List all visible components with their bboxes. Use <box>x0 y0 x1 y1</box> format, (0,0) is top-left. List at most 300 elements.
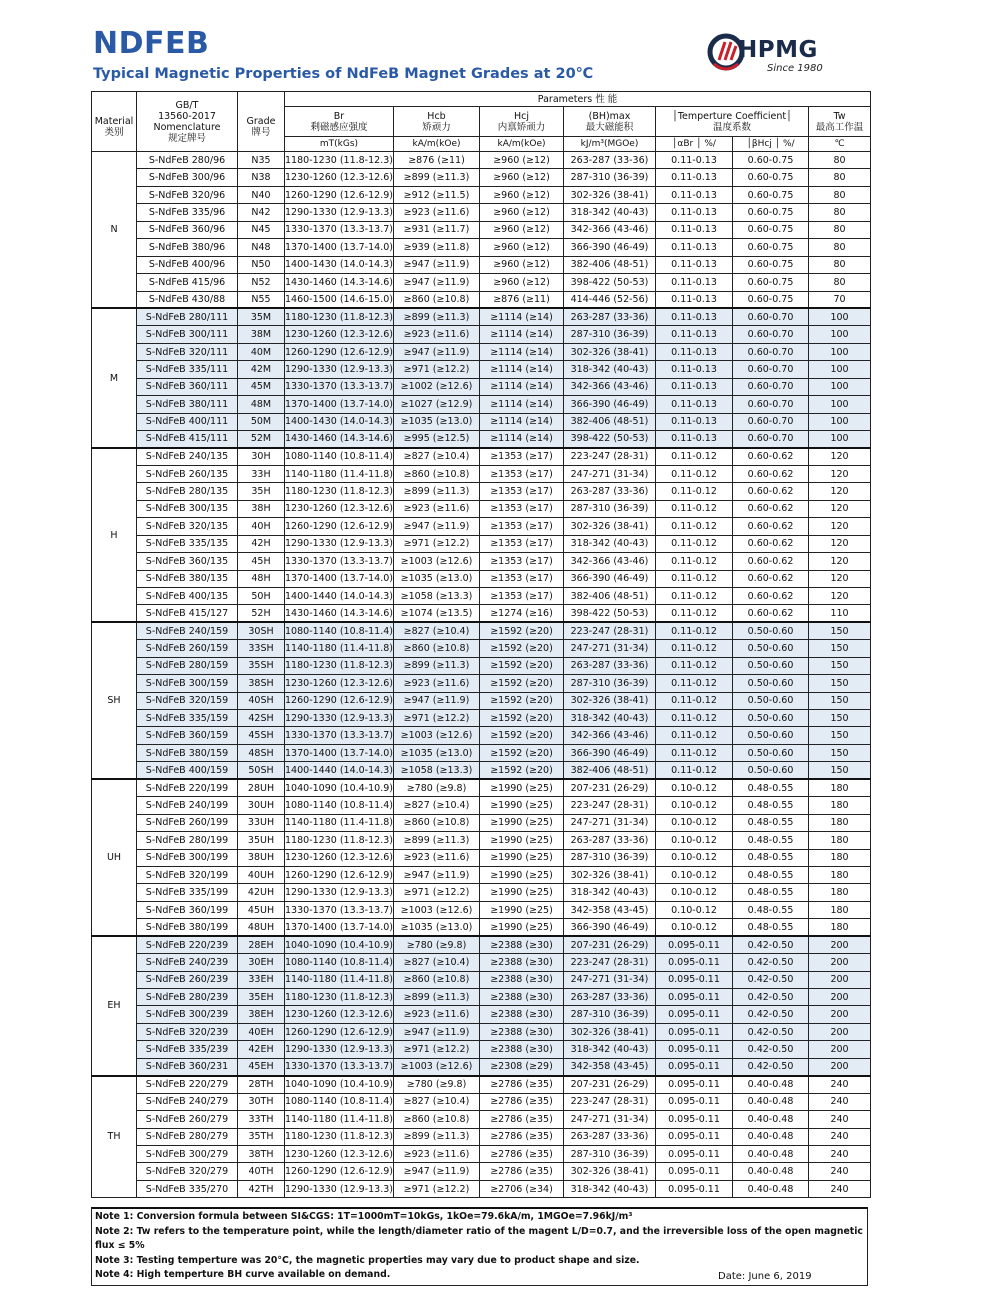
tw-cell: 100 <box>809 413 871 430</box>
abr-cell: 0.11-0.13 <box>656 152 733 169</box>
hcj-cell: ≥1990 (≥25) <box>480 797 564 814</box>
table-row <box>92 326 871 343</box>
tw-cell: 200 <box>809 1006 871 1023</box>
nomenclature-cell: S-NdFeB 335/159 <box>137 710 238 727</box>
br-cell: 1040-1090 (10.4-10.9) <box>285 936 394 953</box>
abr-cell: 0.11-0.12 <box>656 710 733 727</box>
grade-cell: 38TH <box>238 1145 285 1162</box>
br-cell: 1140-1180 (11.4-11.8) <box>285 971 394 988</box>
abr-cell: 0.11-0.12 <box>656 727 733 744</box>
bhcj-cell: 0.42-0.50 <box>733 971 809 988</box>
bhmax-cell: 382-406 (48-51) <box>564 256 656 273</box>
hcb-cell: ≥899 (≥11.3) <box>394 308 480 325</box>
bhmax-cell: 318-342 (40-43) <box>564 204 656 221</box>
hcb-cell: ≥876 (≥11) <box>394 152 480 169</box>
abr-cell: 0.11-0.13 <box>656 413 733 430</box>
table-row <box>92 256 871 273</box>
abr-cell: 0.11-0.12 <box>656 640 733 657</box>
grade-cell: 45M <box>238 378 285 395</box>
nomenclature-cell: S-NdFeB 335/111 <box>137 361 238 378</box>
page-subtitle: Typical Magnetic Properties of NdFeB Magnet Grades at 20℃ <box>93 66 594 82</box>
br-cell: 1080-1140 (10.8-11.4) <box>285 1093 394 1110</box>
bhmax-cell: 207-231 (26-29) <box>564 1076 656 1093</box>
table-row <box>92 744 871 761</box>
hcj-cell: ≥960 (≥12) <box>480 274 564 291</box>
br-cell: 1290-1330 (12.9-13.3) <box>285 204 394 221</box>
abr-cell: 0.11-0.13 <box>656 186 733 203</box>
tw-cell: 150 <box>809 657 871 674</box>
nomenclature-cell: S-NdFeB 280/239 <box>137 989 238 1006</box>
hcb-cell: ≥923 (≥11.6) <box>394 326 480 343</box>
grade-cell: 38H <box>238 500 285 517</box>
hcb-cell: ≥1035 (≥13.0) <box>394 413 480 430</box>
hcj-cell: ≥1114 (≥14) <box>480 431 564 448</box>
bhmax-cell: 318-342 (40-43) <box>564 361 656 378</box>
nomenclature-cell: S-NdFeB 260/279 <box>137 1111 238 1128</box>
table-row <box>92 204 871 221</box>
br-cell: 1260-1290 (12.6-12.9) <box>285 866 394 883</box>
tw-cell: 100 <box>809 326 871 343</box>
tw-cell: 120 <box>809 500 871 517</box>
abr-cell: 0.11-0.13 <box>656 274 733 291</box>
table-row <box>92 553 871 570</box>
bhmax-cell: 287-310 (36-39) <box>564 849 656 866</box>
tw-cell: 120 <box>809 587 871 604</box>
bhcj-cell: 0.60-0.75 <box>733 152 809 169</box>
nomenclature-cell: S-NdFeB 320/135 <box>137 518 238 535</box>
nomenclature-cell: S-NdFeB 260/135 <box>137 465 238 482</box>
bhmax-cell: 398-422 (50-53) <box>564 274 656 291</box>
grade-cell: 42EH <box>238 1041 285 1058</box>
hcj-cell: ≥1353 (≥17) <box>480 535 564 552</box>
abr-cell: 0.10-0.12 <box>656 779 733 796</box>
br-cell: 1290-1330 (12.9-13.3) <box>285 1041 394 1058</box>
bhcj-cell: 0.42-0.50 <box>733 1006 809 1023</box>
bhmax-cell: 263-287 (33-36) <box>564 152 656 169</box>
bhmax-cell: 302-326 (38-41) <box>564 186 656 203</box>
br-cell: 1140-1180 (11.4-11.8) <box>285 814 394 831</box>
header-hcb: Hcb 矫顽力 <box>394 107 480 137</box>
br-cell: 1260-1290 (12.6-12.9) <box>285 1163 394 1180</box>
abr-cell: 0.11-0.12 <box>656 622 733 639</box>
hcb-cell: ≥899 (≥11.3) <box>394 483 480 500</box>
nomenclature-cell: S-NdFeB 240/239 <box>137 954 238 971</box>
abr-cell: 0.11-0.13 <box>656 256 733 273</box>
table-row <box>92 1111 871 1128</box>
grade-cell: 30UH <box>238 797 285 814</box>
hcj-cell: ≥2786 (≥35) <box>480 1128 564 1145</box>
abr-cell: 0.11-0.13 <box>656 308 733 325</box>
br-cell: 1180-1230 (11.8-12.3) <box>285 989 394 1006</box>
hcj-cell: ≥960 (≥12) <box>480 186 564 203</box>
br-cell: 1260-1290 (12.6-12.9) <box>285 186 394 203</box>
tw-cell: 80 <box>809 274 871 291</box>
hcb-cell: ≥923 (≥11.6) <box>394 1145 480 1162</box>
br-cell: 1330-1370 (13.3-13.7) <box>285 221 394 238</box>
bhmax-cell: 223-247 (28-31) <box>564 622 656 639</box>
header-grade: Grade 牌号 <box>238 92 285 152</box>
table-row <box>92 866 871 883</box>
bhmax-cell: 342-366 (43-46) <box>564 727 656 744</box>
nomenclature-cell: S-NdFeB 260/159 <box>137 640 238 657</box>
grade-cell: 28TH <box>238 1076 285 1093</box>
nomenclature-cell: S-NdFeB 240/279 <box>137 1093 238 1110</box>
abr-cell: 0.11-0.13 <box>656 396 733 413</box>
hcb-cell: ≥780 (≥9.8) <box>394 1076 480 1093</box>
hcj-cell: ≥2388 (≥30) <box>480 954 564 971</box>
header-material: Material 类别 <box>92 92 137 152</box>
hcb-cell: ≥923 (≥11.6) <box>394 849 480 866</box>
grade-cell: 42SH <box>238 710 285 727</box>
hcj-cell: ≥1592 (≥20) <box>480 727 564 744</box>
tw-cell: 240 <box>809 1076 871 1093</box>
tw-cell: 150 <box>809 640 871 657</box>
bhcj-cell: 0.42-0.50 <box>733 1041 809 1058</box>
tw-cell: 80 <box>809 256 871 273</box>
hcj-cell: ≥1592 (≥20) <box>480 744 564 761</box>
abr-cell: 0.10-0.12 <box>656 884 733 901</box>
nomenclature-cell: S-NdFeB 335/135 <box>137 535 238 552</box>
grade-cell: 30TH <box>238 1093 285 1110</box>
bhcj-cell: 0.60-0.75 <box>733 274 809 291</box>
tw-cell: 80 <box>809 186 871 203</box>
hcj-cell: ≥2388 (≥30) <box>480 989 564 1006</box>
hcb-cell: ≥860 (≥10.8) <box>394 465 480 482</box>
abr-cell: 0.11-0.12 <box>656 692 733 709</box>
hcj-cell: ≥1990 (≥25) <box>480 901 564 918</box>
material-group-label: N <box>92 152 137 309</box>
bhmax-cell: 287-310 (36-39) <box>564 326 656 343</box>
grade-cell: 38EH <box>238 1006 285 1023</box>
hcj-cell: ≥2388 (≥30) <box>480 971 564 988</box>
abr-cell: 0.10-0.12 <box>656 849 733 866</box>
table-row <box>92 518 871 535</box>
hcb-cell: ≥971 (≥12.2) <box>394 884 480 901</box>
tw-cell: 180 <box>809 779 871 796</box>
grade-cell: 45UH <box>238 901 285 918</box>
grade-cell: 40M <box>238 343 285 360</box>
hcb-cell: ≥860 (≥10.8) <box>394 640 480 657</box>
note-3: Note 3: Testing temperture was 20°C, the magnetic properties may vary due to product shape and size. <box>95 1254 640 1266</box>
bhmax-cell: 342-366 (43-46) <box>564 553 656 570</box>
tw-cell: 120 <box>809 553 871 570</box>
bhmax-cell: 366-390 (46-49) <box>564 570 656 587</box>
hcb-cell: ≥995 (≥12.5) <box>394 431 480 448</box>
note-2: Note 2: Tw refers to the temperature point, while the length/diameter ratio of the magent L/D=0.7, and the irreversible loss of the open magnetic flux ≤ 5% <box>95 1225 863 1251</box>
bhmax-cell: 207-231 (26-29) <box>564 936 656 953</box>
br-cell: 1370-1400 (13.7-14.0) <box>285 239 394 256</box>
nomenclature-cell: S-NdFeB 400/135 <box>137 587 238 604</box>
hcb-cell: ≥923 (≥11.6) <box>394 204 480 221</box>
grade-cell: 42H <box>238 535 285 552</box>
abr-cell: 0.095-0.11 <box>656 1023 733 1040</box>
grade-cell: 35H <box>238 483 285 500</box>
abr-cell: 0.10-0.12 <box>656 919 733 936</box>
hcj-cell: ≥1353 (≥17) <box>480 587 564 604</box>
abr-cell: 0.095-0.11 <box>656 1006 733 1023</box>
bhcj-cell: 0.60-0.75 <box>733 169 809 186</box>
table-body <box>92 152 871 1198</box>
bhmax-cell: 223-247 (28-31) <box>564 1093 656 1110</box>
hcj-cell: ≥1114 (≥14) <box>480 413 564 430</box>
br-cell: 1330-1370 (13.3-13.7) <box>285 901 394 918</box>
hcj-cell: ≥2388 (≥30) <box>480 1006 564 1023</box>
br-cell: 1460-1500 (14.6-15.0) <box>285 291 394 308</box>
table-row <box>92 675 871 692</box>
tw-cell: 180 <box>809 866 871 883</box>
bhcj-cell: 0.48-0.55 <box>733 919 809 936</box>
hcb-cell: ≥947 (≥11.9) <box>394 274 480 291</box>
bhcj-cell: 0.48-0.55 <box>733 797 809 814</box>
grade-cell: N38 <box>238 169 285 186</box>
grade-cell: 33TH <box>238 1111 285 1128</box>
abr-cell: 0.10-0.12 <box>656 832 733 849</box>
nomenclature-cell: S-NdFeB 320/159 <box>137 692 238 709</box>
hcj-cell: ≥2786 (≥35) <box>480 1093 564 1110</box>
table-row <box>92 710 871 727</box>
bhcj-cell: 0.60-0.62 <box>733 587 809 604</box>
bhcj-cell: 0.60-0.75 <box>733 256 809 273</box>
grade-cell: 50SH <box>238 762 285 779</box>
abr-cell: 0.11-0.13 <box>656 431 733 448</box>
nomenclature-cell: S-NdFeB 300/96 <box>137 169 238 186</box>
nomenclature-cell: S-NdFeB 220/279 <box>137 1076 238 1093</box>
bhcj-cell: 0.50-0.60 <box>733 710 809 727</box>
table-row <box>92 779 871 796</box>
grade-cell: 50H <box>238 587 285 604</box>
hcj-cell: ≥876 (≥11) <box>480 291 564 308</box>
nomenclature-cell: S-NdFeB 335/199 <box>137 884 238 901</box>
nomenclature-cell: S-NdFeB 360/231 <box>137 1058 238 1075</box>
hcj-cell: ≥1114 (≥14) <box>480 343 564 360</box>
tw-cell: 240 <box>809 1145 871 1162</box>
hcb-cell: ≥1003 (≥12.6) <box>394 553 480 570</box>
bhcj-cell: 0.60-0.70 <box>733 343 809 360</box>
tw-cell: 120 <box>809 518 871 535</box>
abr-cell: 0.10-0.12 <box>656 797 733 814</box>
abr-cell: 0.095-0.11 <box>656 1180 733 1197</box>
bhmax-cell: 287-310 (36-39) <box>564 1145 656 1162</box>
nomenclature-cell: S-NdFeB 380/135 <box>137 570 238 587</box>
hcj-cell: ≥1114 (≥14) <box>480 378 564 395</box>
br-cell: 1080-1140 (10.8-11.4) <box>285 797 394 814</box>
abr-cell: 0.095-0.11 <box>656 1041 733 1058</box>
hcj-cell: ≥1353 (≥17) <box>480 500 564 517</box>
br-cell: 1180-1230 (11.8-12.3) <box>285 657 394 674</box>
tw-cell: 120 <box>809 535 871 552</box>
bhmax-cell: 318-342 (40-43) <box>564 535 656 552</box>
bhcj-cell: 0.60-0.75 <box>733 221 809 238</box>
bhcj-cell: 0.60-0.70 <box>733 378 809 395</box>
tw-cell: 200 <box>809 1041 871 1058</box>
grade-cell: 35M <box>238 308 285 325</box>
tw-cell: 180 <box>809 814 871 831</box>
hcb-cell: ≥780 (≥9.8) <box>394 779 480 796</box>
bhmax-cell: 366-390 (46-49) <box>564 396 656 413</box>
bhmax-cell: 247-271 (31-34) <box>564 465 656 482</box>
hcb-cell: ≥899 (≥11.3) <box>394 169 480 186</box>
hcb-cell: ≥1035 (≥13.0) <box>394 570 480 587</box>
tw-cell: 150 <box>809 692 871 709</box>
bhmax-cell: 247-271 (31-34) <box>564 1111 656 1128</box>
nomenclature-cell: S-NdFeB 300/159 <box>137 675 238 692</box>
tw-cell: 120 <box>809 483 871 500</box>
table-row <box>92 1023 871 1040</box>
br-cell: 1290-1330 (12.9-13.3) <box>285 884 394 901</box>
bhmax-cell: 318-342 (40-43) <box>564 884 656 901</box>
abr-cell: 0.10-0.12 <box>656 901 733 918</box>
grade-cell: 30SH <box>238 622 285 639</box>
tw-cell: 100 <box>809 361 871 378</box>
abr-cell: 0.11-0.12 <box>656 570 733 587</box>
nomenclature-cell: S-NdFeB 430/88 <box>137 291 238 308</box>
tw-cell: 200 <box>809 954 871 971</box>
grade-cell: N40 <box>238 186 285 203</box>
bhmax-cell: 263-287 (33-36) <box>564 1128 656 1145</box>
abr-cell: 0.095-0.11 <box>656 1145 733 1162</box>
br-cell: 1180-1230 (11.8-12.3) <box>285 832 394 849</box>
abr-cell: 0.095-0.11 <box>656 1111 733 1128</box>
grade-cell: 35SH <box>238 657 285 674</box>
hcj-cell: ≥960 (≥12) <box>480 169 564 186</box>
table-row <box>92 936 871 953</box>
bhcj-cell: 0.60-0.62 <box>733 535 809 552</box>
hcb-cell: ≥827 (≥10.4) <box>394 954 480 971</box>
table-row <box>92 989 871 1006</box>
hcj-cell: ≥1353 (≥17) <box>480 465 564 482</box>
grade-cell: 28EH <box>238 936 285 953</box>
grade-cell: 33SH <box>238 640 285 657</box>
grade-cell: 42TH <box>238 1180 285 1197</box>
hcb-cell: ≥971 (≥12.2) <box>394 1180 480 1197</box>
nomenclature-cell: S-NdFeB 300/279 <box>137 1145 238 1162</box>
grade-cell: 45H <box>238 553 285 570</box>
abr-cell: 0.11-0.12 <box>656 448 733 465</box>
abr-cell: 0.11-0.12 <box>656 657 733 674</box>
tw-cell: 150 <box>809 622 871 639</box>
grade-cell: 48M <box>238 396 285 413</box>
bhmax-cell: 382-406 (48-51) <box>564 762 656 779</box>
table-row <box>92 291 871 308</box>
hcj-cell: ≥960 (≥12) <box>480 239 564 256</box>
hcb-cell: ≥939 (≥11.8) <box>394 239 480 256</box>
material-group-label: M <box>92 308 137 448</box>
nomenclature-cell: S-NdFeB 360/111 <box>137 378 238 395</box>
br-cell: 1230-1260 (12.3-12.6) <box>285 169 394 186</box>
bhcj-cell: 0.48-0.55 <box>733 901 809 918</box>
hcj-cell: ≥1114 (≥14) <box>480 326 564 343</box>
bhmax-cell: 263-287 (33-36) <box>564 483 656 500</box>
abr-cell: 0.11-0.12 <box>656 483 733 500</box>
grade-cell: 35UH <box>238 832 285 849</box>
material-group-label: TH <box>92 1076 137 1198</box>
header-hcj-unit: kA/m(kOe) <box>480 137 564 152</box>
bhcj-cell: 0.60-0.62 <box>733 553 809 570</box>
grade-cell: 33H <box>238 465 285 482</box>
hcj-cell: ≥2786 (≥35) <box>480 1076 564 1093</box>
abr-cell: 0.11-0.12 <box>656 587 733 604</box>
br-cell: 1230-1260 (12.3-12.6) <box>285 326 394 343</box>
table-row <box>92 605 871 622</box>
tw-cell: 80 <box>809 221 871 238</box>
tw-cell: 150 <box>809 727 871 744</box>
br-cell: 1370-1400 (13.7-14.0) <box>285 919 394 936</box>
nomenclature-cell: S-NdFeB 380/96 <box>137 239 238 256</box>
document-date: Date: June 6, 2019 <box>718 1271 812 1282</box>
hcj-cell: ≥2706 (≥34) <box>480 1180 564 1197</box>
nomenclature-cell: S-NdFeB 240/135 <box>137 448 238 465</box>
bhcj-cell: 0.60-0.62 <box>733 500 809 517</box>
table-row <box>92 657 871 674</box>
hcj-cell: ≥1990 (≥25) <box>480 884 564 901</box>
abr-cell: 0.095-0.11 <box>656 1128 733 1145</box>
bhcj-cell: 0.40-0.48 <box>733 1128 809 1145</box>
bhcj-cell: 0.48-0.55 <box>733 832 809 849</box>
hcb-cell: ≥827 (≥10.4) <box>394 797 480 814</box>
abr-cell: 0.11-0.13 <box>656 361 733 378</box>
bhmax-cell: 398-422 (50-53) <box>564 431 656 448</box>
br-cell: 1430-1460 (14.3-14.6) <box>285 605 394 622</box>
tw-cell: 150 <box>809 762 871 779</box>
tw-cell: 240 <box>809 1180 871 1197</box>
header-bhcj: │βHcj │ %/ <box>733 137 809 152</box>
grade-cell: 42UH <box>238 884 285 901</box>
table-row <box>92 971 871 988</box>
table-row <box>92 1145 871 1162</box>
hcb-cell: ≥971 (≥12.2) <box>394 1041 480 1058</box>
grade-cell: 35TH <box>238 1128 285 1145</box>
header-tw: Tw 最高工作温 <box>809 107 871 137</box>
table-row <box>92 1006 871 1023</box>
nomenclature-cell: S-NdFeB 280/159 <box>137 657 238 674</box>
table-row <box>92 797 871 814</box>
nomenclature-cell: S-NdFeB 320/239 <box>137 1023 238 1040</box>
hcb-cell: ≥947 (≥11.9) <box>394 1023 480 1040</box>
hcb-cell: ≥1002 (≥12.6) <box>394 378 480 395</box>
grade-cell: 48H <box>238 570 285 587</box>
hcj-cell: ≥1990 (≥25) <box>480 779 564 796</box>
nomenclature-cell: S-NdFeB 280/135 <box>137 483 238 500</box>
abr-cell: 0.11-0.13 <box>656 239 733 256</box>
table-row <box>92 413 871 430</box>
abr-cell: 0.11-0.13 <box>656 326 733 343</box>
nomenclature-cell: S-NdFeB 280/111 <box>137 308 238 325</box>
abr-cell: 0.11-0.12 <box>656 744 733 761</box>
nomenclature-cell: S-NdFeB 300/135 <box>137 500 238 517</box>
nomenclature-cell: S-NdFeB 415/111 <box>137 431 238 448</box>
tw-cell: 200 <box>809 1023 871 1040</box>
note-1: Note 1: Conversion formula between SI&CGS: 1T=1000mT=10kGs, 1kOe=79.6kA/m, 1MGOe=7.96kJ/m³ <box>95 1211 633 1222</box>
nomenclature-cell: S-NdFeB 280/279 <box>137 1128 238 1145</box>
table-row <box>92 1128 871 1145</box>
hcb-cell: ≥899 (≥11.3) <box>394 832 480 849</box>
table-row <box>92 239 871 256</box>
nomenclature-cell: S-NdFeB 380/111 <box>137 396 238 413</box>
abr-cell: 0.095-0.11 <box>656 936 733 953</box>
table-row <box>92 622 871 639</box>
bhcj-cell: 0.60-0.62 <box>733 570 809 587</box>
hcb-cell: ≥947 (≥11.9) <box>394 1163 480 1180</box>
br-cell: 1290-1330 (12.9-13.3) <box>285 710 394 727</box>
bhmax-cell: 223-247 (28-31) <box>564 448 656 465</box>
table-row <box>92 587 871 604</box>
tw-cell: 200 <box>809 1058 871 1075</box>
hcb-cell: ≥1035 (≥13.0) <box>394 744 480 761</box>
grade-cell: N48 <box>238 239 285 256</box>
table-row <box>92 762 871 779</box>
table-row <box>92 343 871 360</box>
hcj-cell: ≥1592 (≥20) <box>480 692 564 709</box>
